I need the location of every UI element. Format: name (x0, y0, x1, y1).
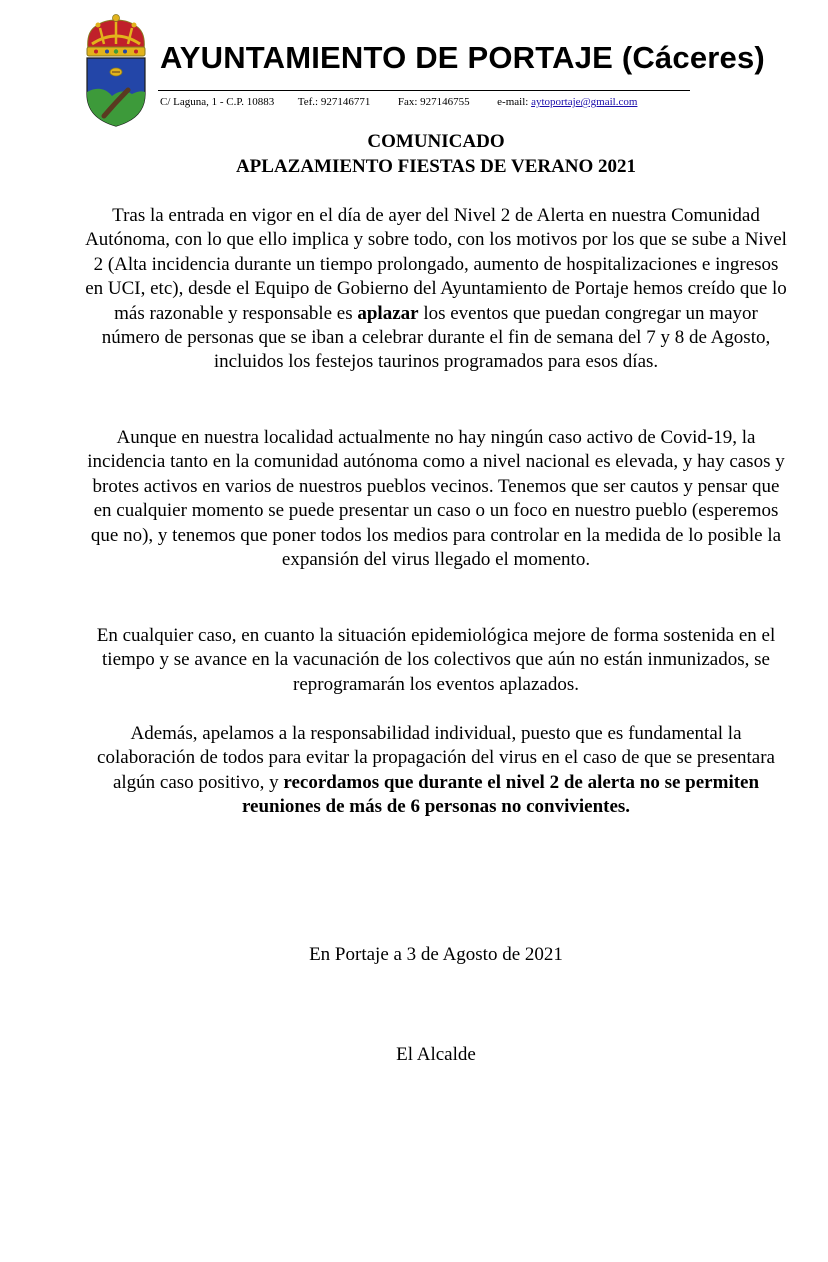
crown-icon (87, 15, 145, 57)
address-text: C/ Laguna, 1 - C.P. 10883 (160, 96, 275, 108)
paragraph-4-emphasis: recordamos que durante el nivel 2 de alerta no se permiten reuniones de más de 6 personas no convivientes. (241, 771, 760, 818)
paragraph-4 (84, 722, 788, 820)
paragraph-1-text-end: los eventos que puedan congregar un mayor número de personas que se iban a celebrar durante el fin de semana del 7 y 8 de Agosto, incluidos los festejos taurinos programados para esos días. (101, 302, 771, 373)
notice-title: COMUNICADO (367, 131, 505, 152)
place-and-date: En Portaje a 3 de Agosto de 2021 (309, 944, 563, 965)
paragraph-1-emphasis: aplazar (357, 302, 419, 324)
email-link[interactable]: aytoportaje@gmail.com (531, 96, 638, 108)
paragraph-1-text: Tras la entrada en vigor en el día de ayer del Nivel 2 de Alerta en nuestra Comunidad Autónoma, con lo que ello implica y sobre todo, con los motivos por los que se sube a Nivel 2 (Alta incidencia durante un tiempo prolongado, aumento de hospitalizaciones e ingresos en UCI, etc), desde el Equipo de Gobierno del Ayuntamiento de Portaje hemos creído que lo más razonable y responsable es (85, 205, 787, 324)
fax-text: Fax: 927146755 (397, 96, 470, 108)
header-divider (158, 90, 690, 91)
coat-of-arms-icon (82, 14, 150, 128)
shield-icon (87, 58, 145, 126)
contact-info (160, 96, 637, 108)
paragraph-4-text: Además, apelamos a la responsabilidad individual, puesto que es fundamental la colaboración de todos para evitar la propagación del virus en el caso de que se presentara algún caso positivo, y (97, 723, 775, 793)
notice-subtitle: APLAZAMIENTO FIESTAS DE VERANO 2021 (235, 156, 637, 177)
organization-title: AYUNTAMIENTO DE PORTAJE (Cáceres) (160, 40, 765, 75)
paragraph-1 (84, 204, 788, 375)
signature-title: El Alcalde (396, 1044, 476, 1065)
paragraph-3: En cualquier caso, en cuanto la situación epidemiológica mejore de forma sostenida en el tiempo y se avance en la vacunación de los colectivos que aún no están inmunizados, se reprogramarán los eventos aplazados. (96, 625, 776, 695)
paragraph-2: Aunque en nuestra localidad actualmente no hay ningún caso activo de Covid-19, la incidencia tanto en la comunidad autónoma como a nivel nacional es elevada, y hay casos y brotes activos en varios de nuestros pueblos vecinos. Tenemos que ser cautos y pensar que en cualquier momento se puede presentar un caso o un foco en nuestro pueblo (esperemos que no), y tenemos que poner todos los medios para controlar en la medida de lo posible la expansión del virus llegado el momento. (87, 427, 785, 571)
email-label: e-mail: (497, 96, 529, 108)
phone-text: Tef.: 927146771 (297, 96, 371, 108)
